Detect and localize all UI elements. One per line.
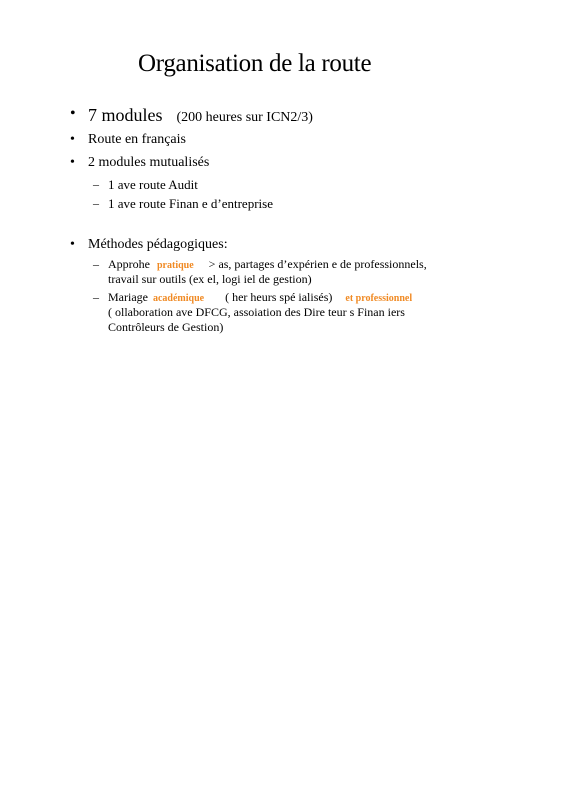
practical-highlight: pratique (157, 260, 194, 271)
dash-icon: – (93, 196, 99, 210)
sub-item-approach (108, 257, 427, 273)
marriage-detail: ( her heurs spé ialisés) (225, 290, 333, 304)
bullet-dot-icon: • (70, 132, 75, 147)
marriage-label: Mariage (108, 290, 148, 304)
marriage-detail-line2: ( ollaboration ave DFCG, assoiation des Dire teur s Finan iers (108, 305, 405, 319)
sub-item-marriage (108, 290, 412, 306)
approach-detail-line2: travail sur outils (ex el, logi iel de gestion) (108, 272, 312, 286)
route-language-text: Route en français (88, 132, 186, 147)
modules-hours-text: (200 heures sur ICN2/3) (176, 110, 313, 125)
approach-detail: > as, partages d’expérien e de professionnels, (208, 257, 427, 271)
bullet-modules (88, 105, 313, 126)
methods-text: Méthodes pédagogiques: (88, 237, 228, 252)
sub-item-audit: 1 ave route Audit (108, 177, 198, 192)
bullet-dot-icon: • (70, 105, 76, 122)
professional-highlight: et professionnel (345, 293, 413, 304)
sub-item-finance: 1 ave route Finan e d’entreprise (108, 196, 273, 211)
page-title: Organisation de la route (138, 50, 372, 77)
approach-label: Approhe (108, 257, 150, 271)
modules-count-text: 7 modules (88, 105, 163, 125)
academic-highlight: académique (152, 293, 205, 304)
dash-icon: – (93, 290, 99, 304)
dash-icon: – (93, 177, 99, 191)
mutualized-modules-text: 2 modules mutualisés (88, 155, 210, 170)
dash-icon: – (93, 257, 99, 271)
bullet-dot-icon: • (70, 155, 75, 170)
marriage-detail-line3: Contrôleurs de Gestion) (108, 320, 224, 334)
bullet-dot-icon: • (70, 237, 75, 252)
